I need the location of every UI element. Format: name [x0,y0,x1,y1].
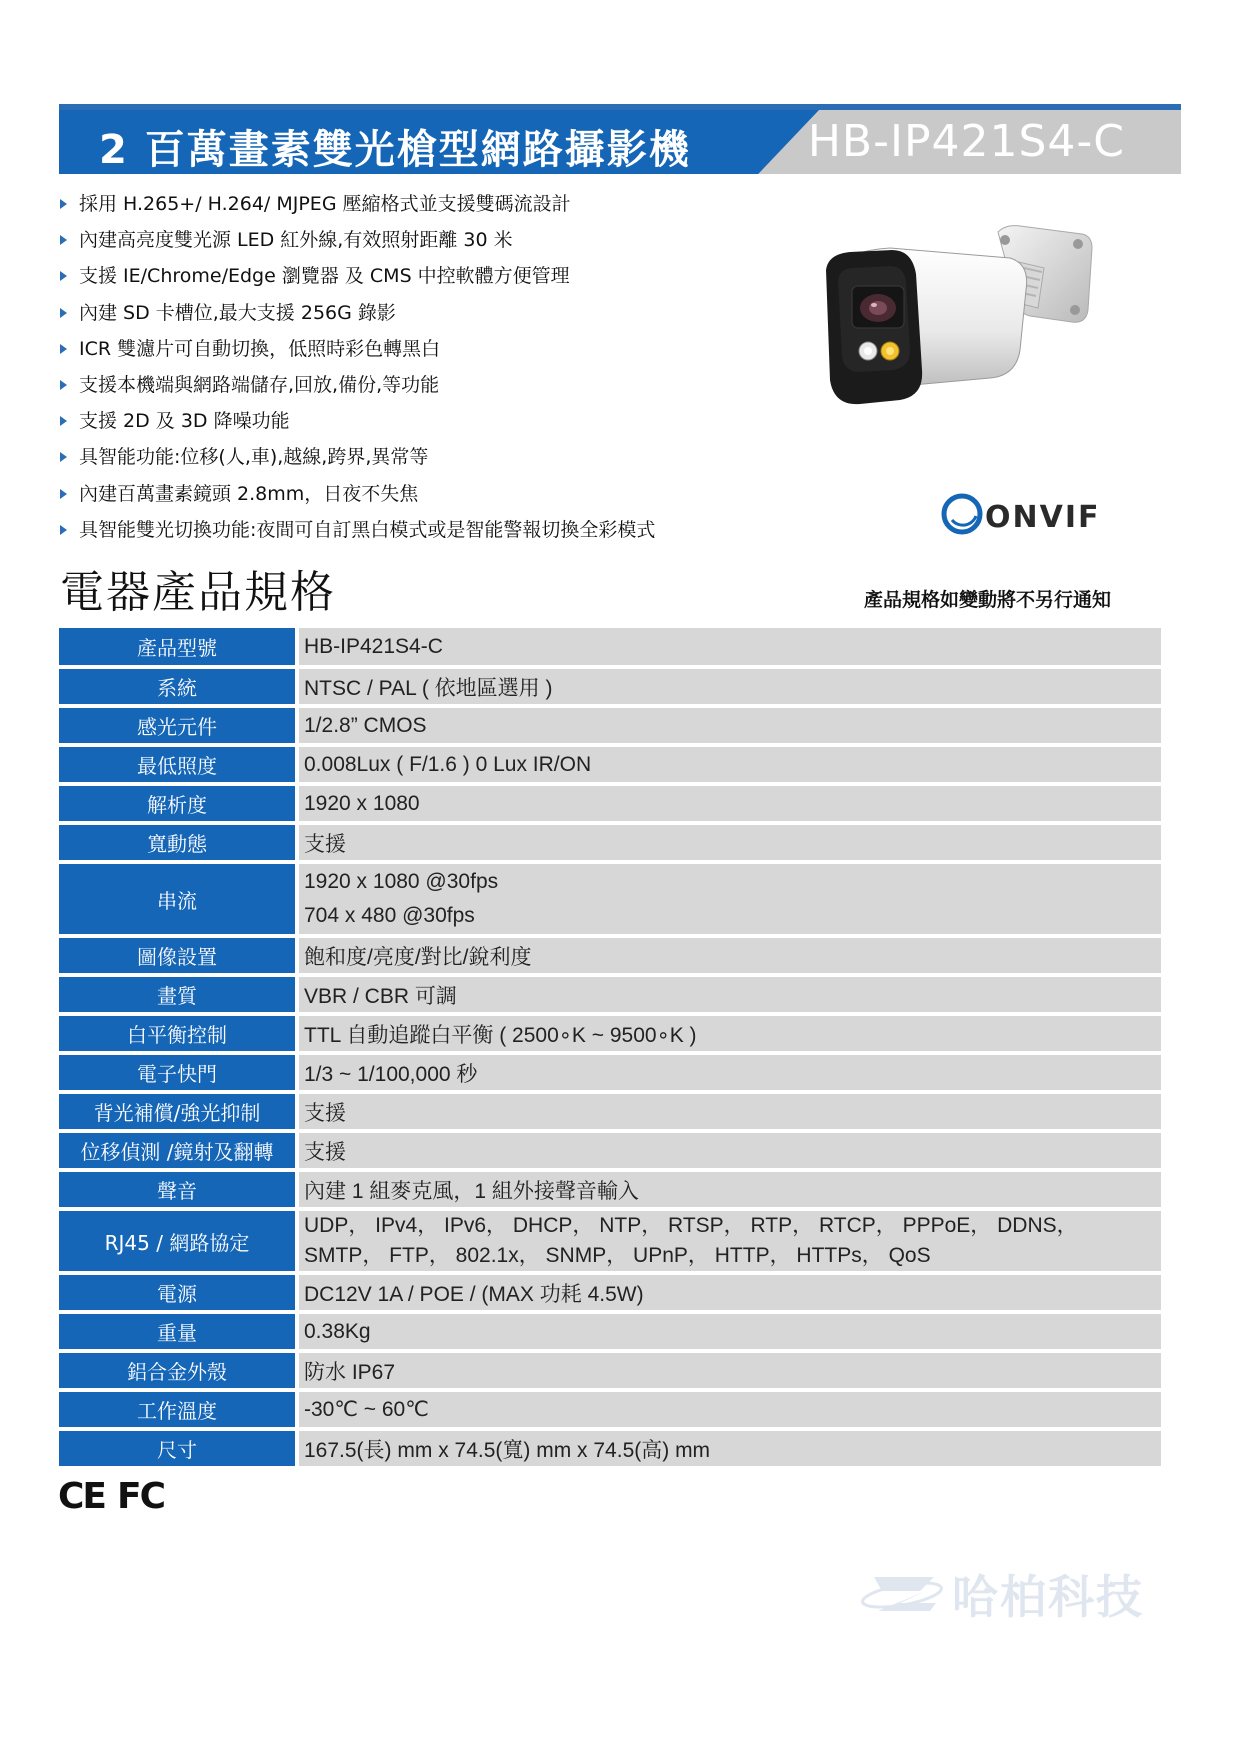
bullet-icon [60,235,67,245]
bullet-icon [60,525,67,535]
spec-value: 飽和度/亮度/對比/銳利度 [297,936,1161,975]
feature-text: ICR 雙濾片可自動切換，低照時彩色轉黑白 [79,337,441,360]
spec-label: 產品型號 [59,628,297,667]
bullet-icon [60,308,67,318]
feature-text: 具智能功能:位移(人,車),越線,跨界,異常等 [79,446,429,469]
company-name: 哈柏科技 [952,1570,1144,1624]
feature-text: 內建 SD 卡槽位,最大支援 256G 錄影 [79,301,396,324]
spec-row [59,1209,1161,1273]
company-watermark [860,1564,1144,1624]
spec-value: HB-IP421S4-C [297,628,1161,667]
feature-list [58,186,818,548]
feature-text: 內建百萬畫素鏡頭 2.8mm，日夜不失焦 [79,482,419,505]
spec-value [297,862,1161,936]
spec-value: 防水 IP67 [297,1351,1161,1390]
fcc-mark-icon: FC [117,1475,165,1517]
company-logo-icon [860,1569,944,1619]
spec-value: 1/2.8” CMOS [297,706,1161,745]
spec-row [59,1351,1161,1390]
spec-row [59,1390,1161,1429]
feature-item [58,186,818,222]
spec-value: NTSC / PAL ( 依地區選用 ) [297,667,1161,706]
feature-item [58,367,818,403]
spec-row [59,823,1161,862]
bullet-icon [60,271,67,281]
spec-value: 1920 x 1080 [297,784,1161,823]
feature-item [58,258,818,294]
feature-text: 支援 2D 及 3D 降噪功能 [79,410,290,433]
spec-row [59,1131,1161,1170]
spec-value: 支援 [297,1131,1161,1170]
spec-label: 串流 [59,862,297,936]
spec-value-line: UDP， IPv4， IPv6， DHCP， NTP， RTSP， RTP， RTCP， PPPoE， DDNS， [304,1214,1078,1237]
spec-row [59,1312,1161,1351]
spec-row [59,1429,1161,1468]
onvif-text: ONVIF [985,500,1101,535]
spec-value: TTL 自動追蹤白平衡 ( 2500∘K ~ 9500∘K ) [297,1014,1161,1053]
header-banner [59,104,1181,174]
spec-label: 解析度 [59,784,297,823]
feature-text: 具智能雙光切換功能:夜間可自訂黑白模式或是智能警報切換全彩模式 [79,518,656,541]
spec-label: 畫質 [59,975,297,1014]
spec-row [59,1014,1161,1053]
spec-label: 鋁合金外殼 [59,1351,297,1390]
spec-value: 1/3 ~ 1/100,000 秒 [297,1053,1161,1092]
spec-value: DC12V 1A / POE / (MAX 功耗 4.5W) [297,1273,1161,1312]
spec-row [59,745,1161,784]
spec-value: 167.5(長) mm x 74.5(寬) mm x 74.5(高) mm [297,1429,1161,1468]
feature-item [58,476,818,512]
spec-value-line: 1920 x 1080 @30fps [304,870,499,893]
spec-row [59,1273,1161,1312]
bullet-icon [60,489,67,499]
spec-value: 內建 1 組麥克風，1 組外接聲音輸入 [297,1170,1161,1209]
bullet-icon [60,416,67,426]
feature-item [58,439,818,475]
bullet-icon [60,380,67,390]
spec-row [59,1170,1161,1209]
camera-image [820,220,1095,425]
feature-text: 內建高亮度雙光源 LED 紅外線,有效照射距離 30 米 [79,229,513,252]
spec-label: 白平衡控制 [59,1014,297,1053]
spec-value-line: 704 x 480 @30fps [304,904,475,927]
feature-text: 支援 IE/Chrome/Edge 瀏覽器 及 CMS 中控軟體方便管理 [79,265,570,288]
spec-label: 聲音 [59,1170,297,1209]
spec-row [59,1092,1161,1131]
spec-label: 重量 [59,1312,297,1351]
spec-value: 0.38Kg [297,1312,1161,1351]
spec-row [59,628,1161,667]
feature-text: 支援本機端與網路端儲存,回放,備份,等功能 [79,374,440,397]
certification-logos [58,1475,165,1517]
spec-notice: 產品規格如變動將不另行通知 [864,589,1112,611]
spec-label: 系統 [59,667,297,706]
ce-mark-icon: CE [58,1475,106,1517]
spec-row [59,667,1161,706]
spec-label: 工作溫度 [59,1390,297,1429]
feature-item [58,222,818,258]
spec-row [59,784,1161,823]
product-title: 2 百萬畫素雙光槍型網路攝影機 [99,127,691,173]
spec-value [297,1209,1161,1273]
feature-text: 採用 H.265+/ H.264/ MJPEG 壓縮格式並支援雙碼流設計 [79,193,571,216]
spec-label: 感光元件 [59,706,297,745]
bullet-icon [60,344,67,354]
spec-table [59,628,1161,1470]
spec-value: VBR / CBR 可調 [297,975,1161,1014]
spec-label: 寬動態 [59,823,297,862]
feature-item [58,403,818,439]
spec-label: 尺寸 [59,1429,297,1468]
spec-value: 支援 [297,1092,1161,1131]
spec-label: 位移偵測 /鏡射及翻轉 [59,1131,297,1170]
feature-item [58,512,818,548]
spec-label: 最低照度 [59,745,297,784]
section-title: 電器產品規格 [60,567,336,618]
spec-value: 0.008Lux ( F/1.6 ) 0 Lux IR/ON [297,745,1161,784]
feature-item [58,331,818,367]
bullet-icon [60,199,67,209]
spec-row [59,975,1161,1014]
spec-label: RJ45 / 網路協定 [59,1209,297,1273]
feature-item [58,295,818,331]
spec-label: 背光補償/強光抑制 [59,1092,297,1131]
spec-row [59,936,1161,975]
spec-row [59,706,1161,745]
spec-value: 支援 [297,823,1161,862]
spec-value-line: SMTP， FTP， 802.1x， SNMP， UPnP， HTTP， HTTPs， QoS [304,1244,931,1267]
spec-row [59,1053,1161,1092]
bullet-icon [60,452,67,462]
spec-label: 電子快門 [59,1053,297,1092]
spec-label: 電源 [59,1273,297,1312]
spec-value: -30℃ ~ 60℃ [297,1390,1161,1429]
spec-row [59,862,1161,936]
product-model: HB-IP421S4-C [807,116,1125,167]
spec-label: 圖像設置 [59,936,297,975]
onvif-logo [940,490,1101,538]
